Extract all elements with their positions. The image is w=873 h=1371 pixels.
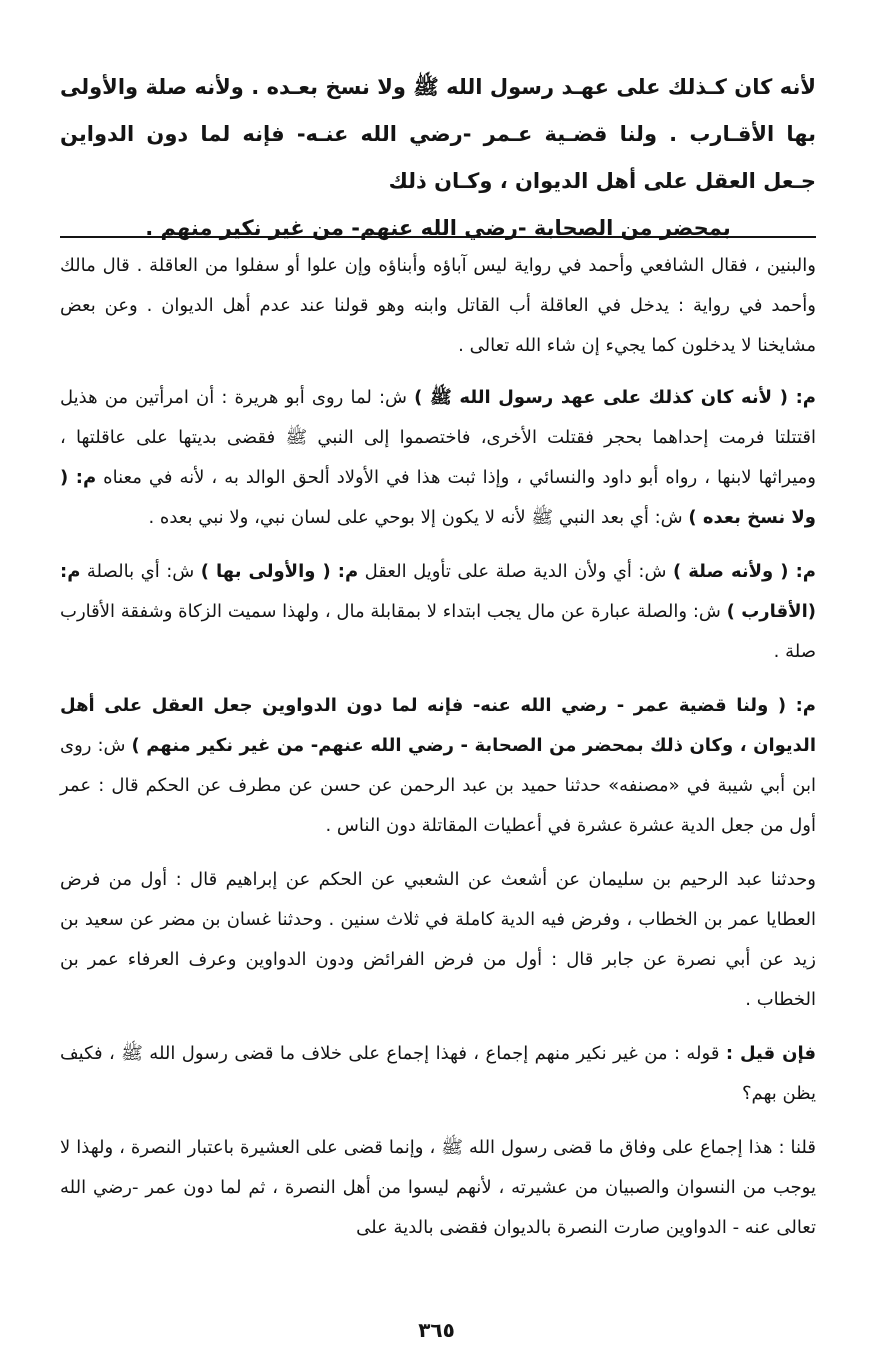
sharh-text: ش: أي بعد النبي ﷺ لأنه لا يكون إلا بوحي على لسان نبي، ولا نبي بعده .: [148, 507, 689, 528]
main-text-block: [60, 64, 816, 252]
commentary-paragraph-3: [60, 552, 816, 672]
sharh-text: قوله : من غير نكير منهم إجماع ، فهذا إجماع على خلاف ما قضى رسول الله ﷺ ، فكيف يظن بهم؟: [60, 1043, 816, 1104]
sharh-text: ش: أي ولأن الدية صلة على تأويل العقل: [358, 561, 673, 582]
footnote-divider: [60, 236, 816, 238]
sharh-text: ش: روى ابن أبي شيبة في «مصنفه» حدثنا حميد بن عبد الرحمن عن حسن عن مطرف عن الحكم قال : عمر أول من جعل الدية عشرة عشرة في أعطيات المقاتلة دون الناس .: [60, 735, 816, 836]
matn-quote: م: ( ولا نسخ بعده ): [60, 467, 816, 528]
matn-quote: م: ( والأولى بها ): [200, 561, 359, 582]
commentary-paragraph-2: [60, 378, 816, 538]
commentary-paragraph-5: وحدثنا عبد الرحيم بن سليمان عن أشعث عن الشعبي عن الحكم عن إبراهيم قال : أول من فرض العطايا عمر بن الخطاب ، وفرض فيه الدية كاملة في ثلاث سنين . وحدثنا غسان بن مضر عن سعيد بن زيد عن أبي نصرة عن جابر قال : أول من فرض الفرائض ودون الدواوين وعرف العرفاء عمر بن الخطاب .: [60, 869, 816, 1010]
commentary-block: [60, 246, 816, 1262]
matn-quote: م: ( لأنه كان كذلك على عهد رسول الله ﷺ ): [414, 387, 816, 408]
objection-label: فإن قيل :: [725, 1043, 816, 1064]
sharh-text: ش: لما روى أبو هريرة : أن امرأتين من هذيل اقتتلتا فرمت إحداهما بحجر فقتلت الأخرى، فاختصموا إلى النبي ﷺ فقضى بديتها على عاقلتها ، وميراثها لابنها ، رواه أبو داود والنسائي ، وإذا ثبت هذا في الأولاد ألحق الوالد به ، لأنه في معناه: [60, 387, 816, 488]
matn-quote: م: ( ولنا قضية عمر - رضي الله عنه- فإنه لما دون الدواوين جعل العقل على أهل الديوان ، وكان ذلك بمحضر من الصحابة - رضي الله عنهم- من غير نكير منهم ): [60, 695, 816, 756]
commentary-paragraph-4: [60, 686, 816, 846]
commentary-paragraph-1: والبنين ، فقال الشافعي وأحمد في رواية ليس آباؤه وأبناؤه وإن علوا أو سفلوا من العاقلة . قال مالك وأحمد في رواية : يدخل في العاقلة أب القاتل وابنه وهو قولنا عند عدم أهل الديوان . وعن بعض مشايخنا لا يدخلون كما يجيء إن شاء الله تعالى .: [60, 255, 816, 356]
page-number: ٣٦٥: [418, 1318, 455, 1342]
sharh-text: ش: والصلة عبارة عن مال يجب ابتداء لا بمقابلة مال ، ولهذا سميت الزكاة وشفقة الأقارب صلة .: [60, 601, 816, 662]
matn-quote: م: (الأقارب ): [60, 561, 816, 622]
main-text-last-line: بمحضر من الصحابة -رضي الله عنهم- من غير نكير منهم .: [145, 216, 731, 240]
commentary-paragraph-6: [60, 1034, 816, 1114]
main-text-body: لأنه كان كـذلك على عهـد رسول الله ﷺ ولا نسخ بعـده . ولأنه صلة والأولى بها الأقـارب . ولنا قضـية عـمر -رضي الله عنـه- فإنه لما دون الدواين جـعل العقل على أهل الديوان ، وكـان ذلك: [60, 75, 816, 193]
sharh-text: ش: أي بالصلة: [80, 561, 201, 582]
matn-quote: م: ( ولأنه صلة ): [672, 561, 816, 582]
commentary-paragraph-7: قلنا : هذا إجماع على وفاق ما قضى رسول الله ﷺ ، وإنما قضى على العشيرة باعتبار النصرة ، ولهذا لا يوجب من النسوان والصبيان من عشيرته ، لأنهم ليسوا من أهل النصرة ، ثم لما دون عمر -رضي الله تعالى عنه - الدواوين صارت النصرة بالديوان فقضى بالدية على: [60, 1137, 816, 1238]
